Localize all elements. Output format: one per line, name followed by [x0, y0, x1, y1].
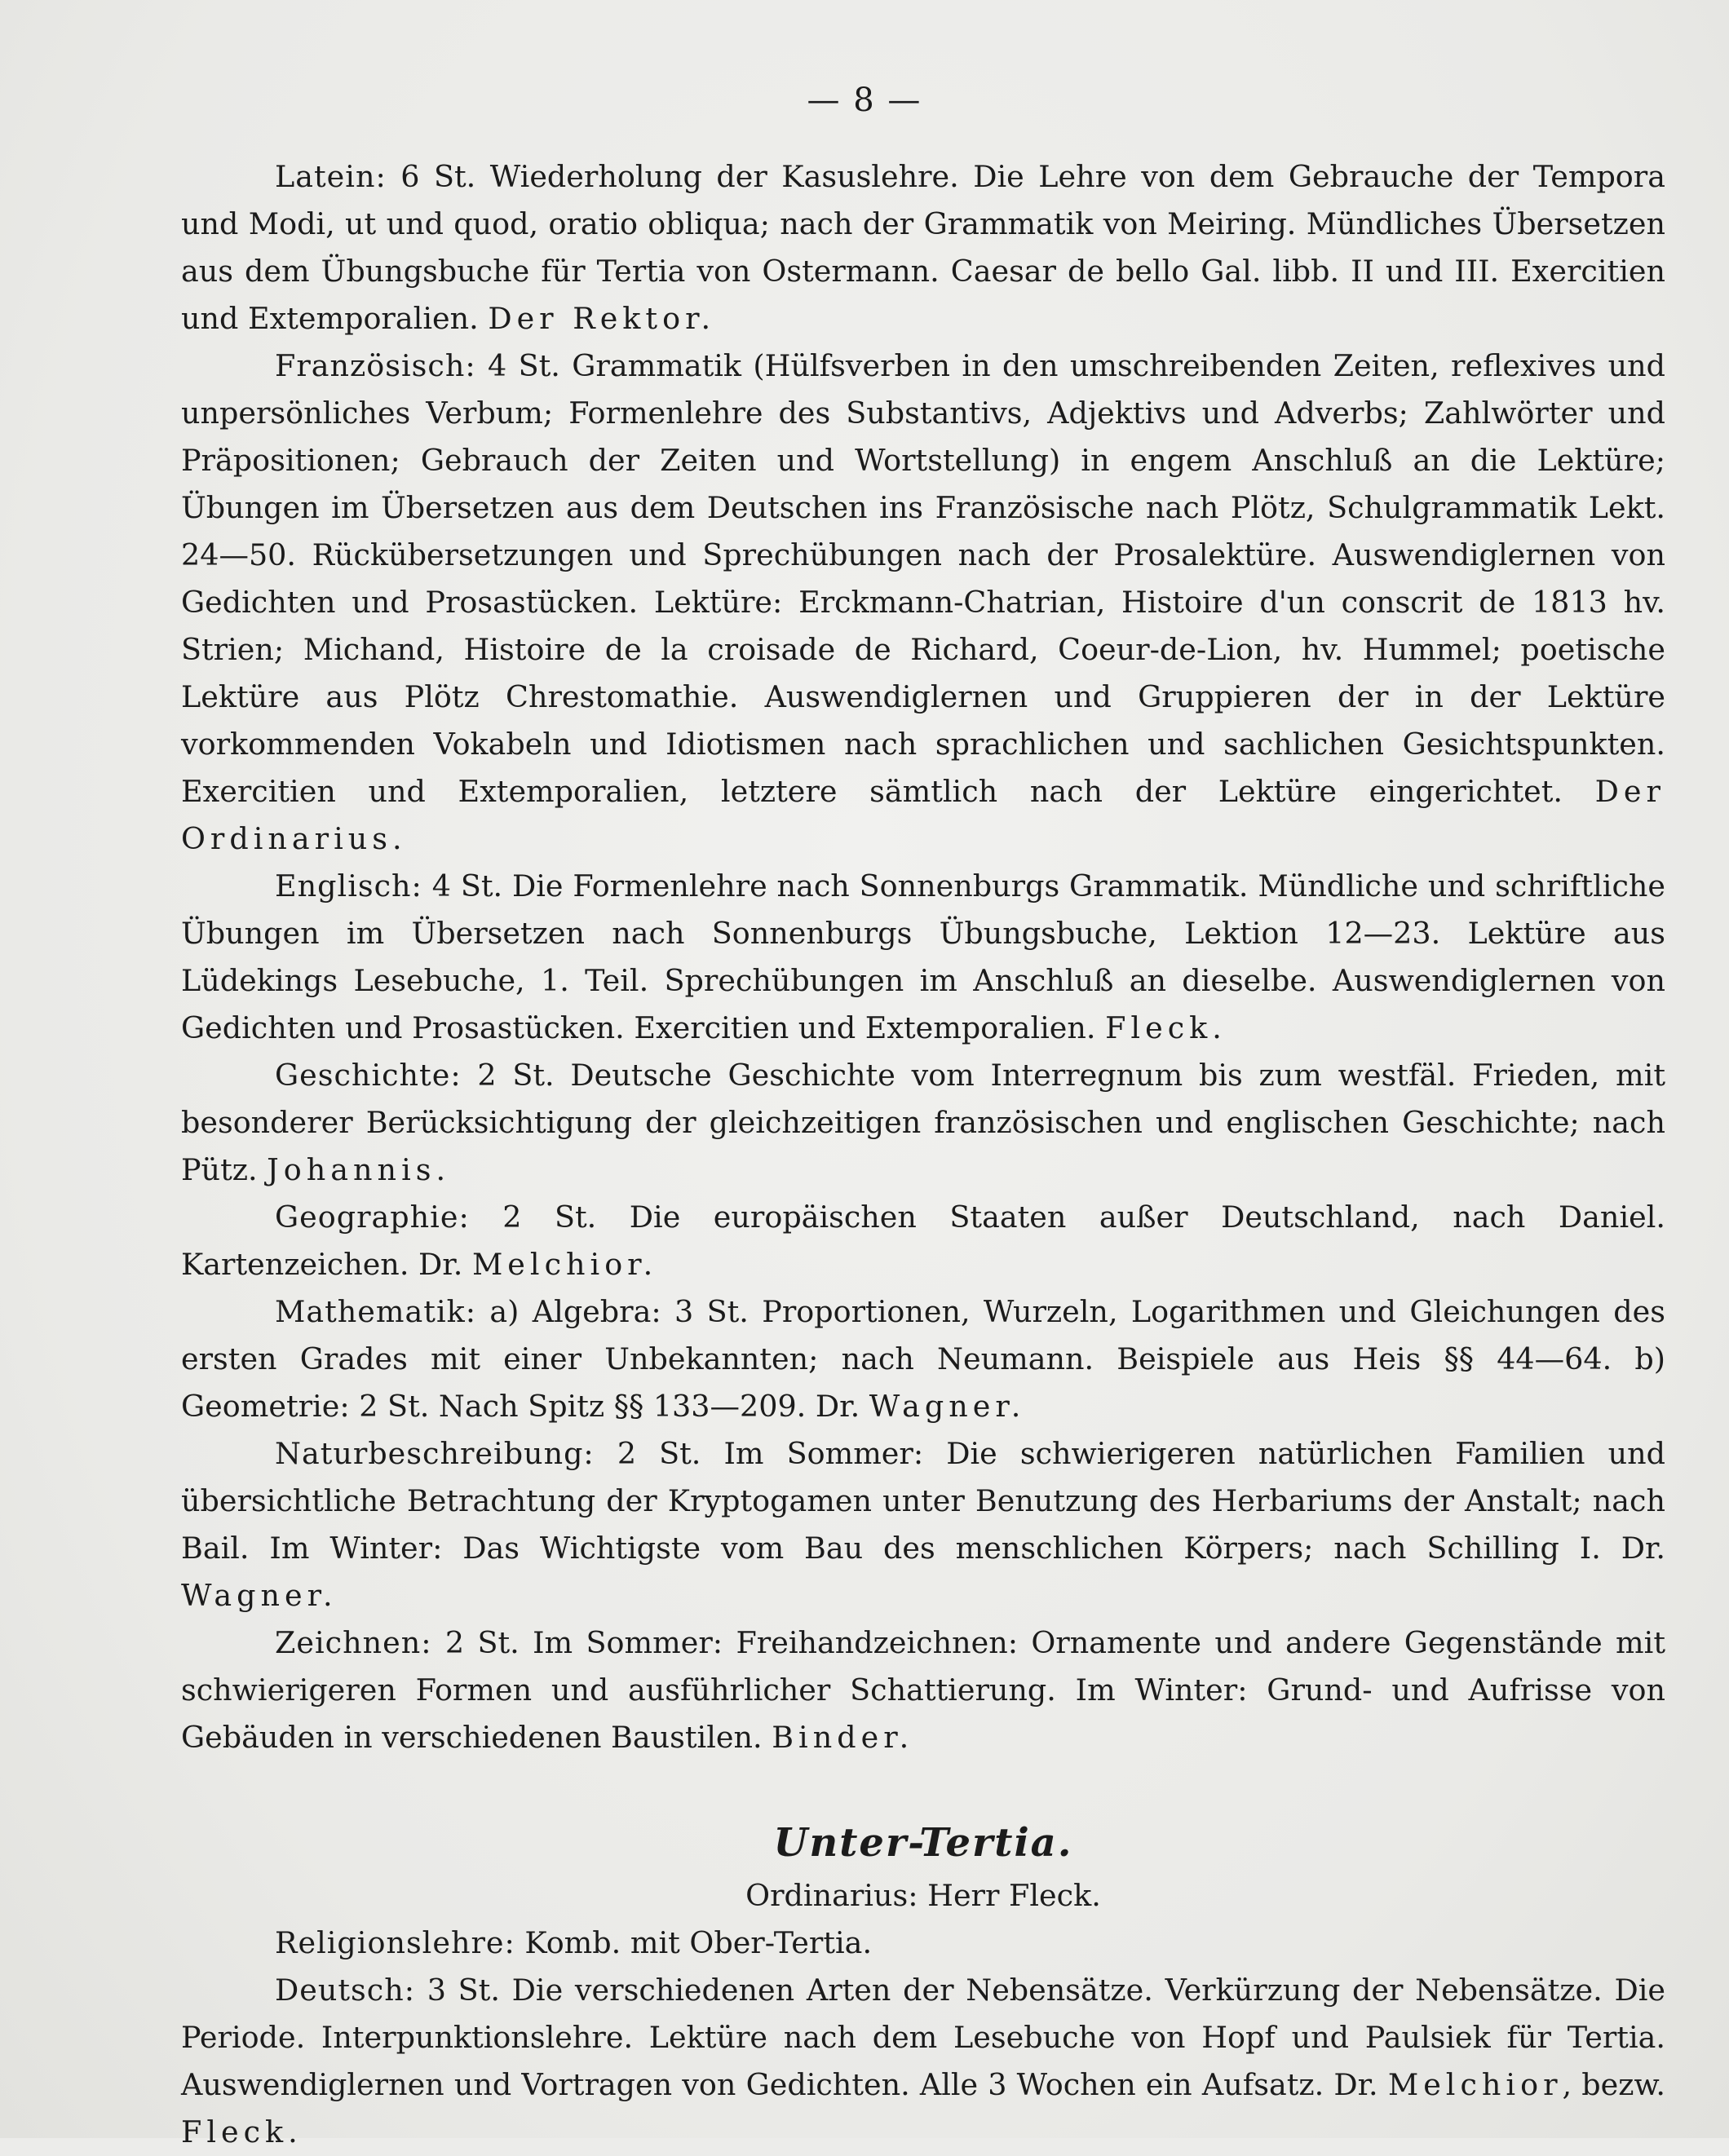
- paragraph-text: Komb. mit Ober-Tertia.: [515, 1925, 873, 1960]
- religion-paragraph: [181, 1920, 1665, 1967]
- paragraph-text: 3 St. Die verschiedenen Arten der Nebensätze. Verkürzung der Nebensätze. Die Periode. Interpunktionslehre. Lektüre nach dem Lesebuche von Hopf und Paulsiek für Tertia. Auswendiglernen und Vortragen von Gedichten. Alle 3 Wochen ein Aufsatz. Dr.: [181, 1973, 1665, 2102]
- teacher-name: Fleck.: [1105, 1010, 1227, 1045]
- paragraph-text: 4 St. Grammatik (Hülfsverben in den umschreibenden Zeiten, reflexives und unpersönliches Verbum; Formenlehre des Substantivs, Adjektivs und Adverbs; Zahlwörter und Präpositionen; Gebrauch der Zeiten und Wortstellung) in engem Anschluß an die Lektüre; Übungen im Übersetzen aus dem Deutschen ins Französische nach Plötz, Schulgrammatik Lekt. 24—50. Rückübersetzungen und Sprechübungen nach der Prosalektüre. Auswendiglernen von Gedichten und Prosastücken. Lektüre: Erckmann-Chatrian, Histoire d'un conscrit de 1813 hv. Strien; Michand, Histoire de la croisade de Richard, Coeur-de-Lion, hv. Hummel; poetische Lektüre aus Plötz Chrestomathie. Auswendiglernen und Gruppieren der in der Lektüre vorkommenden Vokabeln und Idiotismen nach sprachlichen und sachlichen Gesichtspunkten. Exercitien und Extemporalien, letztere sämtlich nach der Lektüre eingerichtet.: [181, 348, 1665, 809]
- paragraph-text: 4 St. Die Formenlehre nach Sonnenburgs Grammatik. Mündliche und schriftliche Übungen im Übersetzen nach Sonnenburgs Übungsbuche, Lektion 12—23. Lektüre aus Lüdekings Lesebuche, 1. Teil. Sprechübungen im Anschluß an dieselbe. Auswendiglernen von Gedichten und Prosastücken. Exercitien und Extemporalien.: [181, 868, 1665, 1045]
- subject-label: Englisch:: [275, 868, 422, 903]
- teacher-name: Melchior.: [471, 1247, 658, 1282]
- paragraph-text: 6 St. Wiederholung der Kasuslehre. Die Lehre von dem Gebrauche der Tempora und Modi, ut und quod, oratio obliqua; nach der Grammatik von Meiring. Mündliches Übersetzen aus dem Übungsbuche für Tertia von Ostermann. Caesar de bello Gal. libb. II und III. Exercitien und Extemporalien.: [181, 159, 1665, 336]
- paragraph-text: 2 St. Die europäischen Staaten außer Deutschland, nach Daniel. Kartenzeichen. Dr.: [181, 1199, 1665, 1282]
- subject-label: Zeichnen:: [275, 1625, 432, 1660]
- subject-label: Religionslehre:: [275, 1925, 515, 1960]
- teacher-name-2: Fleck.: [181, 2114, 303, 2149]
- subject-label: Französisch:: [275, 348, 476, 383]
- teacher-name: Johannis.: [267, 1152, 451, 1187]
- geschichte-paragraph: [181, 1052, 1665, 1194]
- deutsch-paragraph: [181, 1967, 1665, 2156]
- geographie-paragraph: [181, 1194, 1665, 1288]
- teacher-separator: , bezw.: [1562, 2067, 1665, 2102]
- zeichnen-paragraph: [181, 1619, 1665, 1761]
- subject-label: Geschichte:: [275, 1058, 462, 1093]
- mathematik-paragraph: [181, 1288, 1665, 1430]
- page-body: [181, 153, 1665, 2156]
- paragraph-text: 2 St. Im Sommer: Die schwierigeren natürlichen Familien und übersichtliche Betrachtung der Kryptogamen unter Benutzung des Herbariums der Anstalt; nach Bail. Im Winter: Das Wichtigste vom Bau des menschlichen Körpers; nach Schilling I. Dr.: [181, 1436, 1665, 1566]
- englisch-paragraph: [181, 863, 1665, 1052]
- subject-label: Mathematik:: [275, 1294, 477, 1329]
- ordinarius-name: Fleck.: [1009, 1878, 1101, 1913]
- teacher-name: Wagner.: [869, 1389, 1026, 1424]
- paragraph-text: a) Algebra: 3 St. Proportionen, Wurzeln, Logarithmen und Gleichungen des ersten Grades mit einer Unbekannten; nach Neumann. Beispiele aus Heis §§ 44—64. b) Geometrie: 2 St. Nach Spitz §§ 133—209. Dr.: [181, 1294, 1665, 1424]
- ordinarius-label: Ordinarius: Herr: [745, 1878, 1010, 1913]
- subject-label: Latein:: [275, 159, 387, 194]
- ordinarius-line: [181, 1872, 1665, 1920]
- teacher-name: Melchior: [1387, 2067, 1563, 2102]
- teacher-name: Der Rektor.: [488, 301, 716, 336]
- subject-label: Deutsch:: [275, 1973, 416, 2008]
- paragraph-text: 2 St. Im Sommer: Freihandzeichnen: Ornamente und andere Gegenstände mit schwierigeren Formen und ausführlicher Schattierung. Im Winter: Grund- und Aufrisse von Gebäuden in verschiedenen Baustilen.: [181, 1625, 1665, 1755]
- teacher-name: Der Ordinarius.: [181, 774, 1665, 856]
- subject-label: Geographie:: [275, 1199, 470, 1235]
- naturbeschreibung-paragraph: [181, 1430, 1665, 1619]
- page-number: — 8 —: [807, 82, 922, 119]
- section-heading: Unter-Tertia.: [773, 1820, 1073, 1866]
- franzoesisch-paragraph: [181, 342, 1665, 863]
- subject-label: Naturbeschreibung:: [275, 1436, 595, 1471]
- teacher-name: Wagner.: [181, 1578, 338, 1613]
- paragraph-text: 2 St. Deutsche Geschichte vom Interregnum bis zum westfäl. Frieden, mit besonderer Berücksichtigung der gleichzeitigen französischen und englischen Geschichte; nach Pütz.: [181, 1058, 1665, 1187]
- latein-paragraph: [181, 153, 1665, 342]
- teacher-name: Binder.: [772, 1720, 914, 1755]
